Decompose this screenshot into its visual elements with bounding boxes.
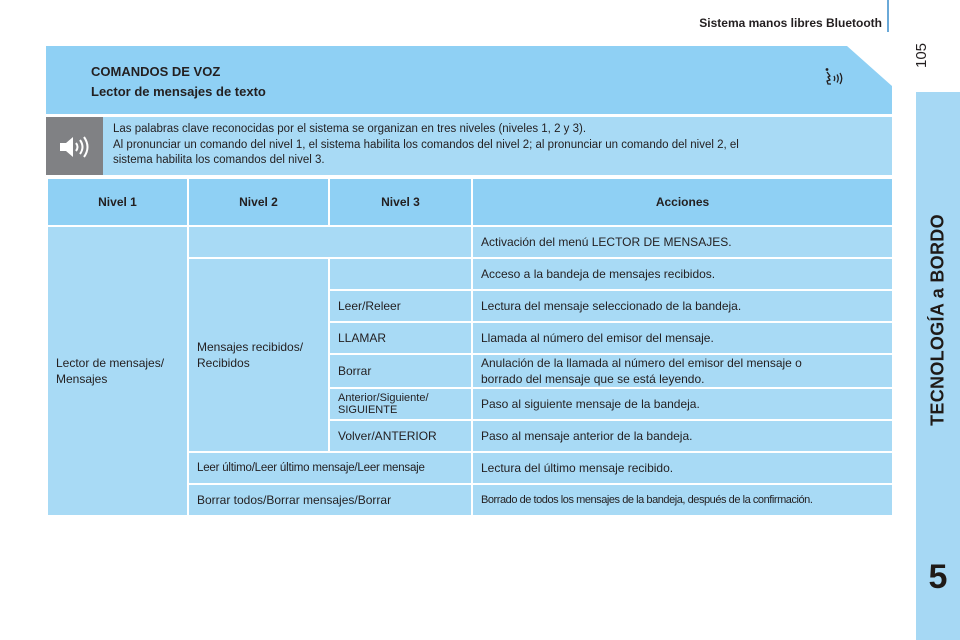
page-number (912, 40, 932, 70)
level-1-line: Mensajes (56, 372, 108, 386)
column-header-level-3: Nivel 3 (329, 178, 472, 226)
intro-text (113, 122, 883, 169)
column-header-level-1: Nivel 1 (47, 178, 188, 226)
chapter-title: TECNOLOGÍA a BORDO (927, 214, 948, 426)
table-header-row (47, 178, 893, 226)
column-header-level-2: Nivel 2 (188, 178, 329, 226)
action-cell: Borrado de todos los mensajes de la bandeja, después de la confirmación. (472, 484, 893, 516)
action-line: borrado del mensaje que se está leyendo. (481, 372, 705, 386)
intro-line: Al pronunciar un comando del nivel 1, el sistema habilita los comandos del nivel 2; al pronunciar un comando del nivel 2, el (113, 138, 739, 151)
level-1-cell (47, 226, 188, 516)
action-cell (472, 354, 893, 388)
running-header: Sistema manos libres Bluetooth (699, 16, 882, 30)
level-3-line: Anterior/Siguiente/ (338, 392, 429, 404)
level-2-cell (188, 258, 329, 452)
action-cell: Activación del menú LECTOR DE MENSAJES. (472, 226, 893, 258)
action-cell: Acceso a la bandeja de mensajes recibidos. (472, 258, 893, 290)
action-cell: Lectura del último mensaje recibido. (472, 452, 893, 484)
level-3-cell: Borrar (329, 354, 472, 388)
voice-command-icon (822, 66, 846, 90)
page-number-text: 105 (913, 42, 931, 68)
section-subtitle: Lector de mensajes de texto (91, 84, 266, 99)
level-3-cell: Volver/ANTERIOR (329, 420, 472, 452)
level-2-line: Recibidos (197, 356, 250, 370)
level-3-cell (329, 388, 472, 420)
column-header-actions: Acciones (472, 178, 893, 226)
action-line: Anulación de la llamada al número del emisor del mensaje o (481, 356, 802, 370)
voice-commands-table (46, 177, 892, 517)
intro-line: sistema habilita los comandos del nivel 3. (113, 154, 325, 166)
level-3-cell: Leer/Releer (329, 290, 472, 322)
section-title: COMANDOS DE VOZ (91, 64, 221, 79)
action-cell: Lectura del mensaje seleccionado de la bandeja. (472, 290, 893, 322)
level-2-line: Mensajes recibidos/ (197, 340, 304, 354)
action-cell: Paso al siguiente mensaje de la bandeja. (472, 388, 893, 420)
level-2-cell: Borrar todos/Borrar mensajes/Borrar (188, 484, 472, 516)
chapter-number: 5 (928, 558, 948, 596)
empty-cell (329, 258, 472, 290)
header-divider (887, 0, 889, 32)
action-cell: Llamada al número del emisor del mensaje. (472, 322, 893, 354)
empty-cell (188, 226, 472, 258)
intro-line: Las palabras clave reconocidas por el sistema se organizan en tres niveles (niveles 1, 2 y 3). (113, 123, 587, 135)
speaker-icon (58, 132, 90, 162)
table-row (47, 226, 893, 258)
level-3-cell: LLAMAR (329, 322, 472, 354)
section-title-bar (46, 46, 892, 114)
action-cell: Paso al mensaje anterior de la bandeja. (472, 420, 893, 452)
level-3-line: SIGUIENTE (338, 404, 398, 416)
level-2-cell: Leer último/Leer último mensaje/Leer mensaje (188, 452, 472, 484)
level-1-line: Lector de mensajes/ (56, 356, 165, 370)
